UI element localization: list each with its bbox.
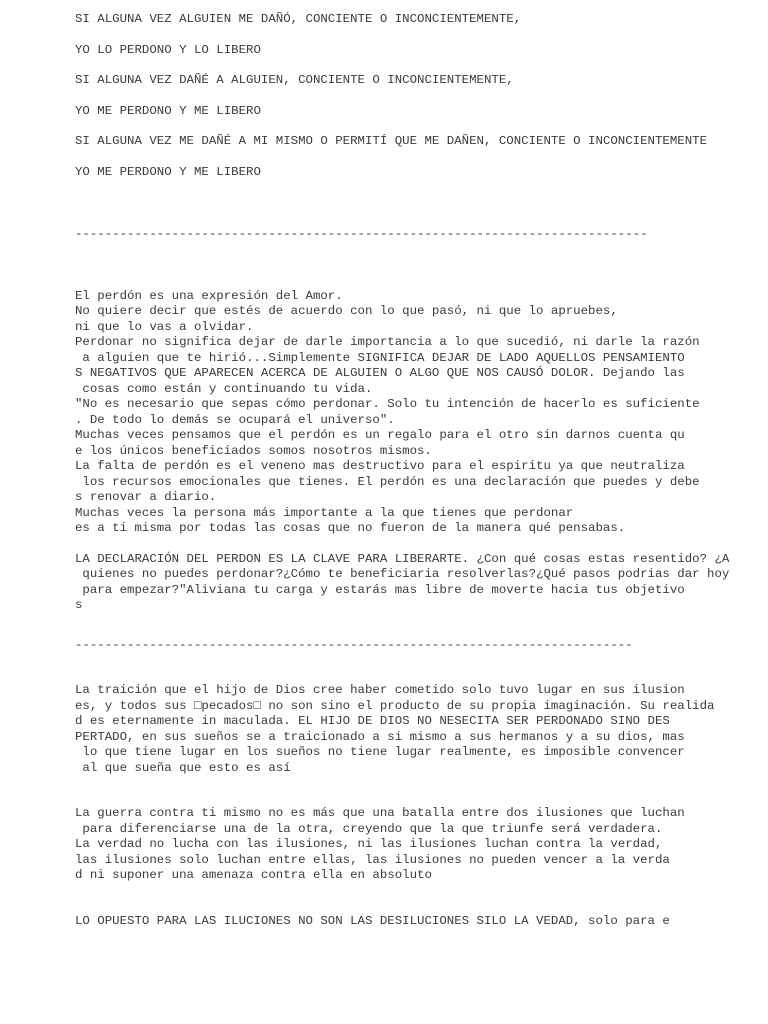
affirmation-line: SI ALGUNA VEZ ALGUIEN ME DAÑÓ, CONCIENTE O INCONCIENTEMENTE, xyxy=(75,12,522,26)
paragraph-line: las ilusiones solo luchan entre ellas, las ilusiones no pueden vencer a la verda xyxy=(75,852,670,867)
paragraph-line: Muchas veces la persona más importante a la que tienes que perdonar xyxy=(75,505,574,520)
paragraph-line: LA DECLARACIÓN DEL PERDON ES LA CLAVE PARA LIBERARTE. ¿Con qué cosas estas resentido? ¿A xyxy=(75,551,730,566)
paragraph-line: Perdonar no significa dejar de darle importancia a lo que sucedió, ni darle la razón xyxy=(75,335,700,349)
paragraph-line: es a ti misma por todas las cosas que no fueron de la manera qué pensabas. xyxy=(75,521,626,535)
section-perdon xyxy=(75,289,755,614)
paragraph-line: s xyxy=(75,598,83,612)
paragraph-line: La traición que el hijo de Dios cree haber cometido solo tuvo lugar en sus ilusion xyxy=(75,683,685,697)
section-traicion xyxy=(75,683,755,776)
closing-line: LO OPUESTO PARA LAS ILUCIONES NO SON LAS DESILUCIONES SILO LA VEDAD, solo para e xyxy=(75,913,670,928)
declaracion-paragraph xyxy=(75,552,755,614)
paragraph-line: a alguien que te hirió...Simplemente SIGNIFICA DEJAR DE LADO AQUELLOS PENSAMIENTO xyxy=(75,350,685,365)
paragraph-line: los recursos emocionales que tienes. El perdón es una declaración que puedes y debe xyxy=(75,474,700,489)
paragraph-line: PERTADO, en sus sueños se a traicionado a si mismo a sus hermanos y a su dios, mas xyxy=(75,729,685,744)
paragraph-line: La falta de perdón es el veneno mas destructivo para el espiritu ya que neutraliza xyxy=(75,459,685,473)
paragraph-line: es, y todos sus □pecados□ no son sino el producto de su propia imaginación. Su realida xyxy=(75,698,715,713)
paragraph-line: para diferenciarse una de la otra, creyendo que la que triunfe será verdadera. xyxy=(75,821,663,836)
affirmation-line: YO LO PERDONO Y LO LIBERO xyxy=(75,42,261,57)
separator-line: ----------------------------------------------------------------------------- xyxy=(75,227,648,241)
separator-line: --------------------------------------------------------------------------- xyxy=(75,637,633,652)
paragraph-line: lo que tiene lugar en los sueños no tiene lugar realmente, es imposible convencer xyxy=(75,745,685,759)
affirmation-line: YO ME PERDONO Y ME LIBERO xyxy=(75,103,261,118)
paragraph-line: ni que lo vas a olvidar. xyxy=(75,319,254,334)
paragraph-line: cosas como están y continuando tu vida. xyxy=(75,381,373,396)
paragraph-line: La verdad no lucha con las ilusiones, ni las ilusiones luchan contra la verdad, xyxy=(75,837,663,851)
paragraph-line: . De todo lo demás se ocupará el universo". xyxy=(75,412,395,427)
affirmations-block xyxy=(75,12,755,180)
paragraph-line: S NEGATIVOS QUE APARECEN ACERCA DE ALGUIEN O ALGO QUE NOS CAUSÓ DOLOR. Dejando las xyxy=(75,366,685,380)
paragraph-line: d ni suponer una amenaza contra ella en absoluto xyxy=(75,868,432,882)
paragraph-line: para empezar?"Aliviana tu carga y estarás mas libre de moverte hacia tus objetivo xyxy=(75,582,685,597)
section-guerra xyxy=(75,806,755,884)
paragraph-line: al que sueña que esto es así xyxy=(75,760,291,775)
affirmation-line: YO ME PERDONO Y ME LIBERO xyxy=(75,164,261,179)
affirmation-line: SI ALGUNA VEZ ME DAÑÉ A MI MISMO O PERMITÍ QUE ME DAÑEN, CONCIENTE O INCONCIENTEMENTE xyxy=(75,134,708,148)
paragraph-line: e los únicos beneficiados somos nosotros mismos. xyxy=(75,443,432,458)
document-page xyxy=(75,12,755,929)
paragraph-line: d es eternamente in maculada. EL HIJO DE DIOS NO NESECITA SER PERDONADO SINO DES xyxy=(75,714,670,728)
paragraph-line: s renovar a diario. xyxy=(75,490,217,504)
paragraph-line: quienes no puedes perdonar?¿Cómo te beneficiaria resolverlas?¿Qué pasos podrias dar hoy xyxy=(75,567,730,581)
paragraph-line: No quiere decir que estés de acuerdo con lo que pasó, ni que lo apruebes, xyxy=(75,304,618,318)
paragraph-line: "No es necesario que sepas cómo perdonar. Solo tu intención de hacerlo es suficiente xyxy=(75,397,700,411)
paragraph-line: La guerra contra ti mismo no es más que una batalla entre dos ilusiones que luchan xyxy=(75,806,685,820)
affirmation-line: SI ALGUNA VEZ DAÑÉ A ALGUIEN, CONCIENTE O INCONCIENTEMENTE, xyxy=(75,73,514,87)
paragraph-line: Muchas veces pensamos que el perdón es un regalo para el otro sin darnos cuenta qu xyxy=(75,428,685,442)
paragraph-line: El perdón es una expresión del Amor. xyxy=(75,288,343,303)
